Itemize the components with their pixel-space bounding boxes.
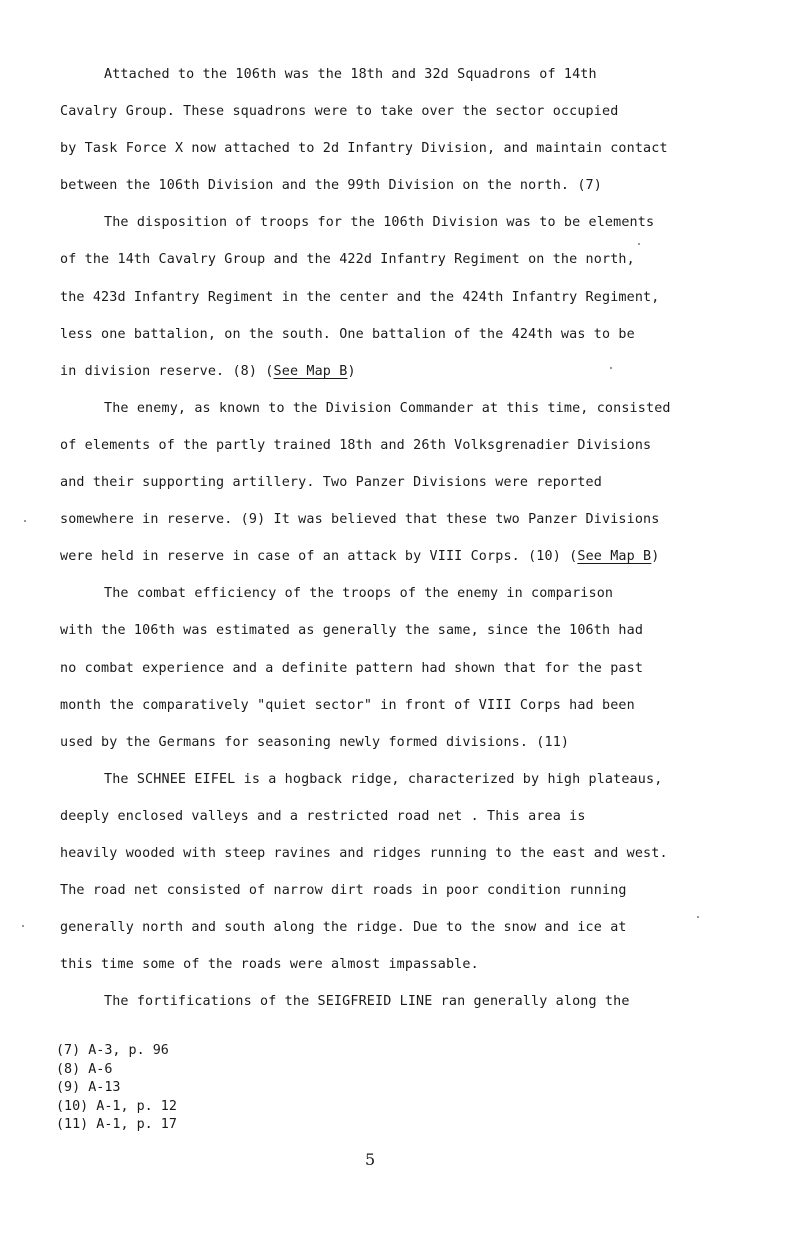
text-line <box>60 359 750 396</box>
text-line: Cavalry Group. These squadrons were to take over the sector occupied <box>60 104 619 120</box>
text-line: The fortifications of the SEIGFREID LINE ran generally along the <box>104 994 630 1010</box>
text-line: between the 106th Division and the 99th Division on the north. (7) <box>60 178 602 194</box>
text-line: The road net consisted of narrow dirt roads in poor condition running <box>60 883 627 899</box>
text-line: The combat efficiency of the troops of the enemy in comparison <box>104 586 614 602</box>
text-segment: ) <box>347 363 356 379</box>
footnote: (11) A-1, p. 17 <box>56 1117 177 1133</box>
scan-speck <box>22 925 24 927</box>
text-line: deeply enclosed valleys and a restricted road net . This area is <box>60 808 586 824</box>
text-segment: in division reserve. (8) ( <box>60 363 274 379</box>
scan-speck <box>610 367 612 369</box>
text-line: somewhere in reserve. (9) It was believed that these two Panzer Divisions <box>60 512 660 528</box>
footnote: (10) A-1, p. 12 <box>56 1098 177 1114</box>
page-number: 5 <box>365 1150 376 1169</box>
scan-speck <box>638 243 640 245</box>
text-segment: were held in reserve in case of an attack by VIII Corps. (10) ( <box>60 549 578 565</box>
text-line: of elements of the partly trained 18th and 26th Volksgrenadier Divisions <box>60 437 652 453</box>
text-line: of the 14th Cavalry Group and the 422d Infantry Regiment on the north, <box>60 252 635 268</box>
footnote: (7) A-3, p. 96 <box>56 1043 169 1058</box>
text-line: no combat experience and a definite pattern had shown that for the past <box>60 660 644 676</box>
text-line: less one battalion, on the south. One battalion of the 424th was to be <box>60 326 635 342</box>
footnote: (9) A-13 <box>56 1080 121 1096</box>
text-line <box>60 544 750 581</box>
text-line: and their supporting artillery. Two Panzer Divisions were reported <box>60 475 602 491</box>
scan-speck <box>24 520 26 522</box>
map-reference: See Map B <box>577 549 652 565</box>
scan-speck <box>697 916 699 918</box>
text-segment: ) <box>651 549 660 565</box>
text-line: The SCHNEE EIFEL is a hogback ridge, characterized by high plateaus, <box>104 771 663 787</box>
text-line: heavily wooded with steep ravines and ridges running to the east and west. <box>60 845 668 861</box>
text-line: The disposition of troops for the 106th Division was to be elements <box>104 215 655 231</box>
text-line: The enemy, as known to the Division Commander at this time, consisted <box>104 400 671 416</box>
text-line: by Task Force X now attached to 2d Infantry Division, and maintain contact <box>60 141 668 157</box>
footnotes <box>56 1042 177 1135</box>
body-text <box>60 62 750 1026</box>
text-line: this time some of the roads were almost impassable. <box>60 957 479 973</box>
text-line: used by the Germans for seasoning newly formed divisions. (11) <box>60 734 570 750</box>
footnote: (8) A-6 <box>56 1061 113 1077</box>
text-line: Attached to the 106th was the 18th and 32d Squadrons of 14th <box>104 67 597 82</box>
text-line: generally north and south along the ridge. Due to the snow and ice at <box>60 920 627 936</box>
text-line: the 423d Infantry Regiment in the center and the 424th Infantry Regiment, <box>60 289 660 305</box>
map-reference: See Map B <box>273 363 348 379</box>
text-line: month the comparatively "quiet sector" in front of VIII Corps had been <box>60 697 635 713</box>
text-line: with the 106th was estimated as generally the same, since the 106th had <box>60 623 644 639</box>
